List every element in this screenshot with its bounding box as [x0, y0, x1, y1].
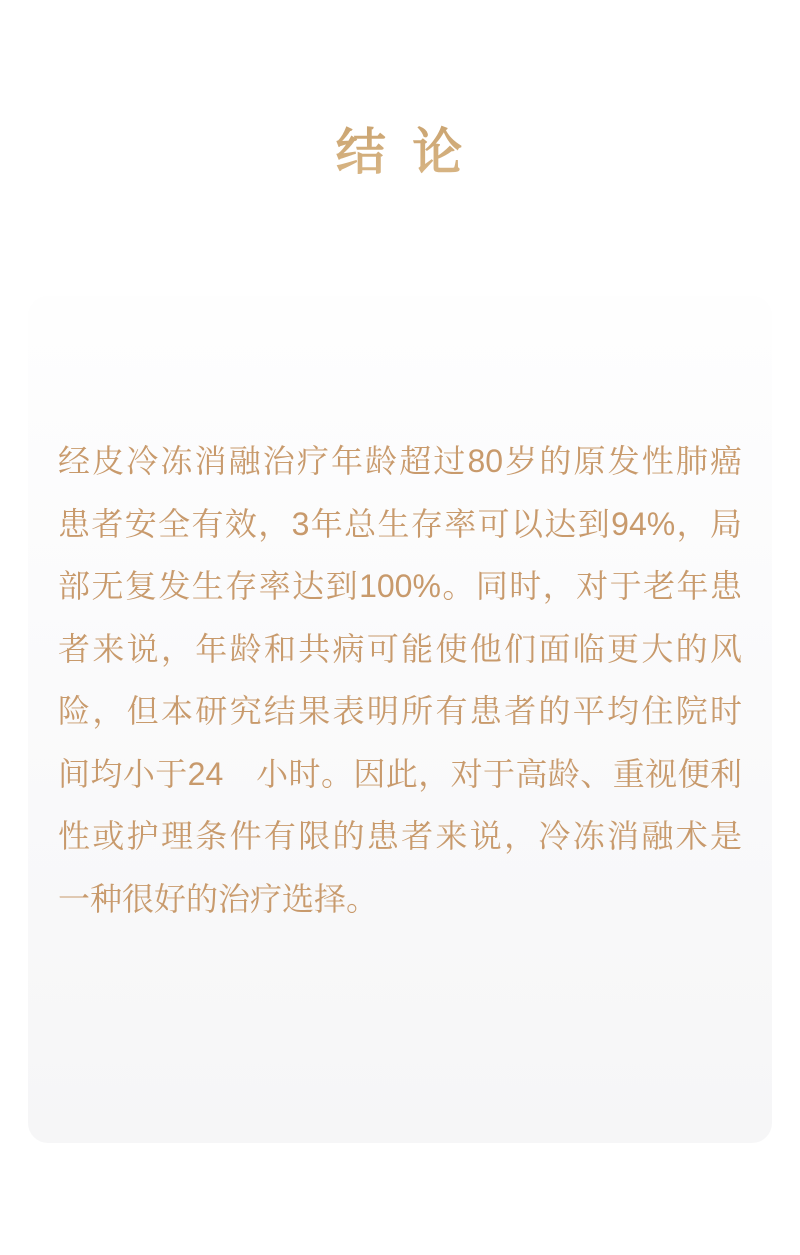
- paragraph-line: 险，但本研究结果表明所有患者的平均住院时: [58, 693, 742, 729]
- paragraph-line: 经皮冷冻消融治疗年龄超过80岁的原发性肺癌: [58, 443, 742, 479]
- page-title: 结 论: [0, 0, 800, 177]
- paragraph-line: 间均小于24 小时。因此，对于高龄、重视便利: [58, 755, 742, 792]
- paragraph-line: 部无复发生存率达到100%。同时，对于老年患: [58, 568, 742, 604]
- conclusion-paragraph: [58, 430, 742, 930]
- paragraph-line: 患者安全有效，3年总生存率可以达到94%，局: [58, 505, 742, 542]
- conclusion-card: [28, 296, 772, 1143]
- paragraph-line: 性或护理条件有限的患者来说，冷冻消融术是: [58, 818, 742, 854]
- paragraph-line: 一种很好的治疗选择。: [58, 880, 379, 917]
- paragraph-line: 者来说，年龄和共病可能使他们面临更大的风: [58, 630, 742, 667]
